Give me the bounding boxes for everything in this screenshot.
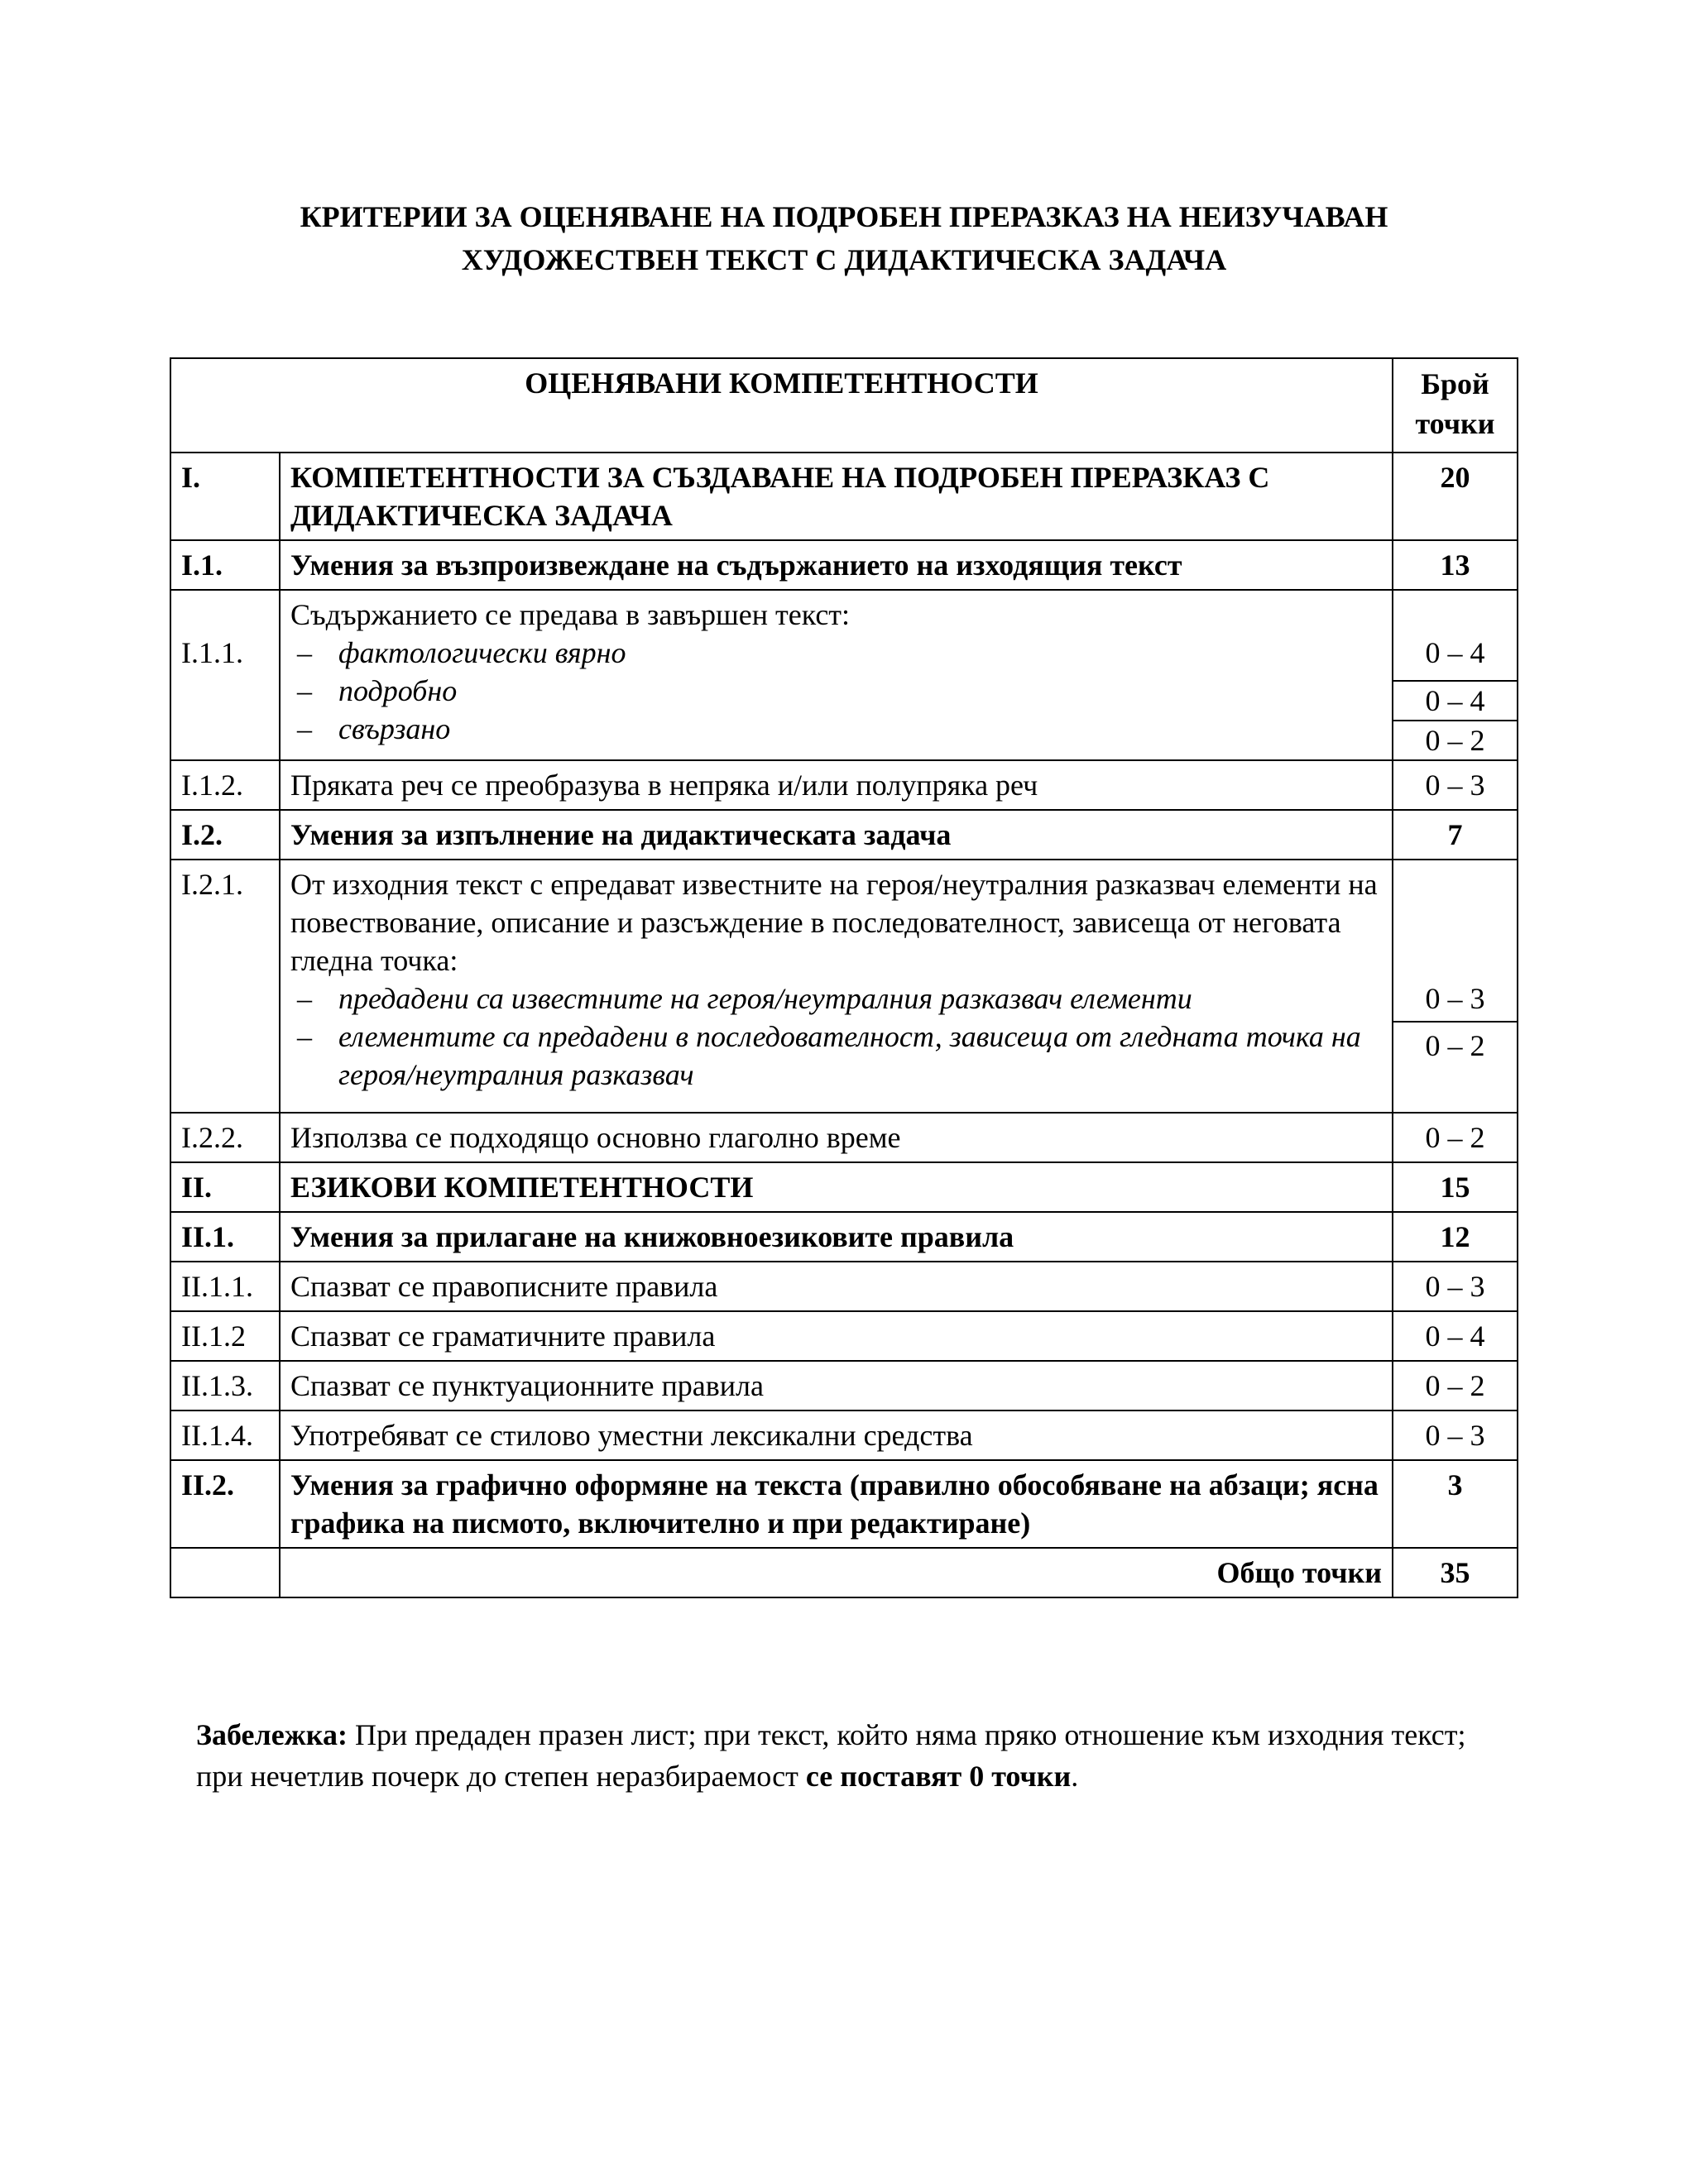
row-text: Спазват се правописните правила [280, 1262, 1393, 1311]
list-item-text: елементите са предадени в последователност, зависеща от гледната точка на героя/неутралния разказвач [338, 1020, 1361, 1091]
row-points: 0 – 3 [1393, 1410, 1518, 1460]
row-text: Употребяват се стилово уместни лексикални средства [280, 1410, 1393, 1460]
note-text: При предаден празен лист; при текст, който няма пряко отношение към изходния текст; при нечетлив почерк до степен неразбираемост [196, 1718, 1466, 1793]
header-points [1393, 358, 1518, 453]
criteria-table [170, 357, 1518, 1598]
row-number: I.2.1. [170, 860, 280, 1113]
table-row [170, 453, 1518, 540]
sub-points: 0 – 3 [1425, 982, 1485, 1015]
total-points: 35 [1393, 1548, 1518, 1597]
row-points: 13 [1393, 540, 1518, 590]
row-intro: Съдържанието се предава в завършен текст: [290, 598, 851, 631]
row-points: 12 [1393, 1212, 1518, 1262]
list-item-text: подробно [338, 674, 458, 707]
title-line-2: ХУДОЖЕСТВЕН ТЕКСТ С ДИДАКТИЧЕСКА ЗАДАЧА [461, 243, 1227, 276]
document-title [165, 195, 1523, 281]
total-empty-cell [170, 1548, 280, 1597]
table-row [170, 760, 1518, 810]
total-label: Общо точки [280, 1548, 1393, 1597]
table-row [170, 1113, 1518, 1162]
table-row [170, 590, 1518, 760]
row-text: Спазват се пунктуационните правила [280, 1361, 1393, 1410]
row-number: I. [170, 453, 280, 540]
row-points [1393, 860, 1518, 1113]
header-points-line-1: Брой [1421, 367, 1489, 400]
note-end: . [1071, 1760, 1079, 1793]
table-row [170, 810, 1518, 860]
row-points: 15 [1393, 1162, 1518, 1212]
row-number: I.2.2. [170, 1113, 280, 1162]
row-text: Умения за прилагане на книжовноезиковите правила [280, 1212, 1393, 1262]
list-item [290, 634, 1382, 672]
row-text: Спазват се граматичните правила [280, 1311, 1393, 1361]
note-paragraph [196, 1714, 1487, 1797]
note-label: Забележка: [196, 1718, 348, 1751]
dash-marker: – [297, 982, 312, 1015]
header-competences: ОЦЕНЯВАНИ КОМПЕТЕНТНОСТИ [170, 358, 1393, 453]
list-item [290, 1018, 1382, 1094]
sub-points: 0 – 4 [1425, 636, 1485, 669]
list-item-text: фактологически вярно [338, 636, 626, 669]
table-row [170, 540, 1518, 590]
row-text [280, 860, 1393, 1113]
table-row [170, 1311, 1518, 1361]
row-text: Пряката реч се преобразува в непряка и/или полупряка реч [280, 760, 1393, 810]
row-number: II. [170, 1162, 280, 1212]
row-points: 0 – 4 [1393, 1311, 1518, 1361]
table-row [170, 1262, 1518, 1311]
table-row [170, 1212, 1518, 1262]
dash-marker: – [297, 712, 312, 745]
sub-points: 0 – 2 [1393, 720, 1517, 759]
table-row [170, 1361, 1518, 1410]
row-points [1393, 590, 1518, 760]
table-row [170, 1410, 1518, 1460]
sub-points: 0 – 4 [1393, 680, 1517, 720]
row-number: II.1.3. [170, 1361, 280, 1410]
dash-marker: – [297, 636, 312, 669]
row-number: II.2. [170, 1460, 280, 1548]
row-number: I.1.1. [170, 590, 280, 760]
list-item-text: предадени са известните на героя/неутралния разказвач елементи [338, 982, 1192, 1015]
row-points: 3 [1393, 1460, 1518, 1548]
points-spacer [1393, 591, 1517, 634]
row-text: Използва се подходящо основно глаголно време [280, 1113, 1393, 1162]
table-total-row [170, 1548, 1518, 1597]
row-number: I.1.2. [170, 760, 280, 810]
row-number: I.1. [170, 540, 280, 590]
row-points: 0 – 2 [1393, 1361, 1518, 1410]
points-spacer [1393, 860, 1517, 979]
row-intro: От изходния текст с епредават известните на героя/неутралния разказвач елементи на повествование, описание и разсъждение в последователност, зависеща от неговата гледна точка: [290, 868, 1378, 977]
list-item [290, 672, 1382, 710]
sub-points: 0 – 2 [1393, 1021, 1517, 1069]
row-text: Умения за изпълнение на дидактическата задача [280, 810, 1393, 860]
row-points: 0 – 2 [1393, 1113, 1518, 1162]
table-row [170, 860, 1518, 1113]
note-emphasis: се поставят 0 точки [805, 1760, 1072, 1793]
title-line-1: КРИТЕРИИ ЗА ОЦЕНЯВАНЕ НА ПОДРОБЕН ПРЕРАЗКАЗ НА НЕИЗУЧАВАН [300, 200, 1388, 233]
row-number: II.1.1. [170, 1262, 280, 1311]
row-text: ЕЗИКОВИ КОМПЕТЕНТНОСТИ [280, 1162, 1393, 1212]
row-number: II.1. [170, 1212, 280, 1262]
row-text: КОМПЕТЕНТНОСТИ ЗА СЪЗДАВАНЕ НА ПОДРОБЕН ПРЕРАЗКАЗ С ДИДАКТИЧЕСКА ЗАДАЧА [280, 453, 1393, 540]
table-header-row [170, 358, 1518, 453]
header-points-line-2: точки [1415, 407, 1495, 440]
list-item-text: свързано [338, 712, 451, 745]
table-row [170, 1460, 1518, 1548]
list-item [290, 979, 1382, 1018]
row-number: II.1.2 [170, 1311, 280, 1361]
row-points: 7 [1393, 810, 1518, 860]
row-points: 0 – 3 [1393, 1262, 1518, 1311]
row-number: II.1.4. [170, 1410, 280, 1460]
row-points: 0 – 3 [1393, 760, 1518, 810]
row-number: I.2. [170, 810, 280, 860]
table-row [170, 1162, 1518, 1212]
row-text: Умения за графично оформяне на текста (правилно обособяване на абзаци; ясна графика на писмото, включително и при редактиране) [280, 1460, 1393, 1548]
row-points: 20 [1393, 453, 1518, 540]
dash-marker: – [297, 674, 312, 707]
dash-marker: – [297, 1020, 312, 1053]
row-text [280, 590, 1393, 760]
row-text: Умения за възпроизвеждане на съдържанието на изходящия текст [280, 540, 1393, 590]
list-item [290, 710, 1382, 748]
